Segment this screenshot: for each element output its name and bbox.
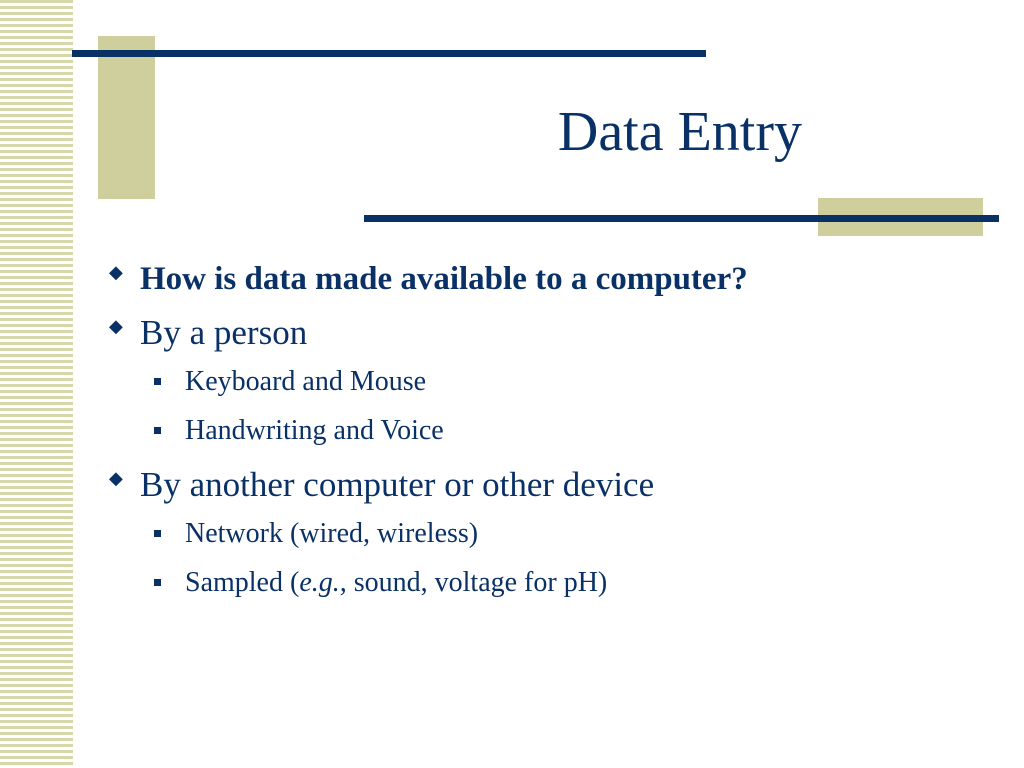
square-bullet-icon	[154, 530, 161, 537]
diamond-icon: ◆	[109, 262, 123, 282]
title-accent-line-bottom	[364, 215, 999, 222]
left-stripe-band	[0, 0, 73, 768]
sub-bullet-text-prefix: Sampled (	[185, 567, 300, 598]
square-bullet-icon	[154, 378, 161, 385]
square-bullet-icon	[154, 579, 161, 586]
sub-bullet-text: Keyboard and Mouse	[185, 366, 427, 397]
title-accent-block-top	[98, 36, 155, 199]
bullet-item	[108, 461, 1008, 509]
bullet-text: By another computer or other device	[140, 465, 655, 504]
bullet-item	[108, 255, 1008, 303]
sub-bullet-text: Handwriting and Voice	[185, 415, 444, 446]
sub-bullet-text	[185, 567, 607, 598]
title-accent-line-top	[72, 50, 706, 57]
sub-bullet-text: Network (wired, wireless)	[185, 518, 479, 549]
bullet-item	[108, 309, 1008, 357]
sub-bullet-text-suffix: sound, voltage for pH)	[346, 567, 608, 598]
sub-bullet-item	[108, 509, 1008, 558]
bullet-list	[108, 255, 1008, 607]
bullet-text: By a person	[140, 313, 308, 352]
sub-bullet-text-italic: e.g.,	[299, 567, 347, 598]
diamond-icon: ◆	[109, 316, 123, 336]
sub-bullet-item	[108, 406, 1008, 455]
slide-title: Data Entry	[557, 101, 802, 163]
square-bullet-icon	[154, 427, 161, 434]
sub-bullet-item	[108, 357, 1008, 406]
diamond-icon: ◆	[109, 468, 123, 488]
sub-bullet-item	[108, 558, 1008, 607]
bullet-text: How is data made available to a computer?	[140, 261, 748, 297]
